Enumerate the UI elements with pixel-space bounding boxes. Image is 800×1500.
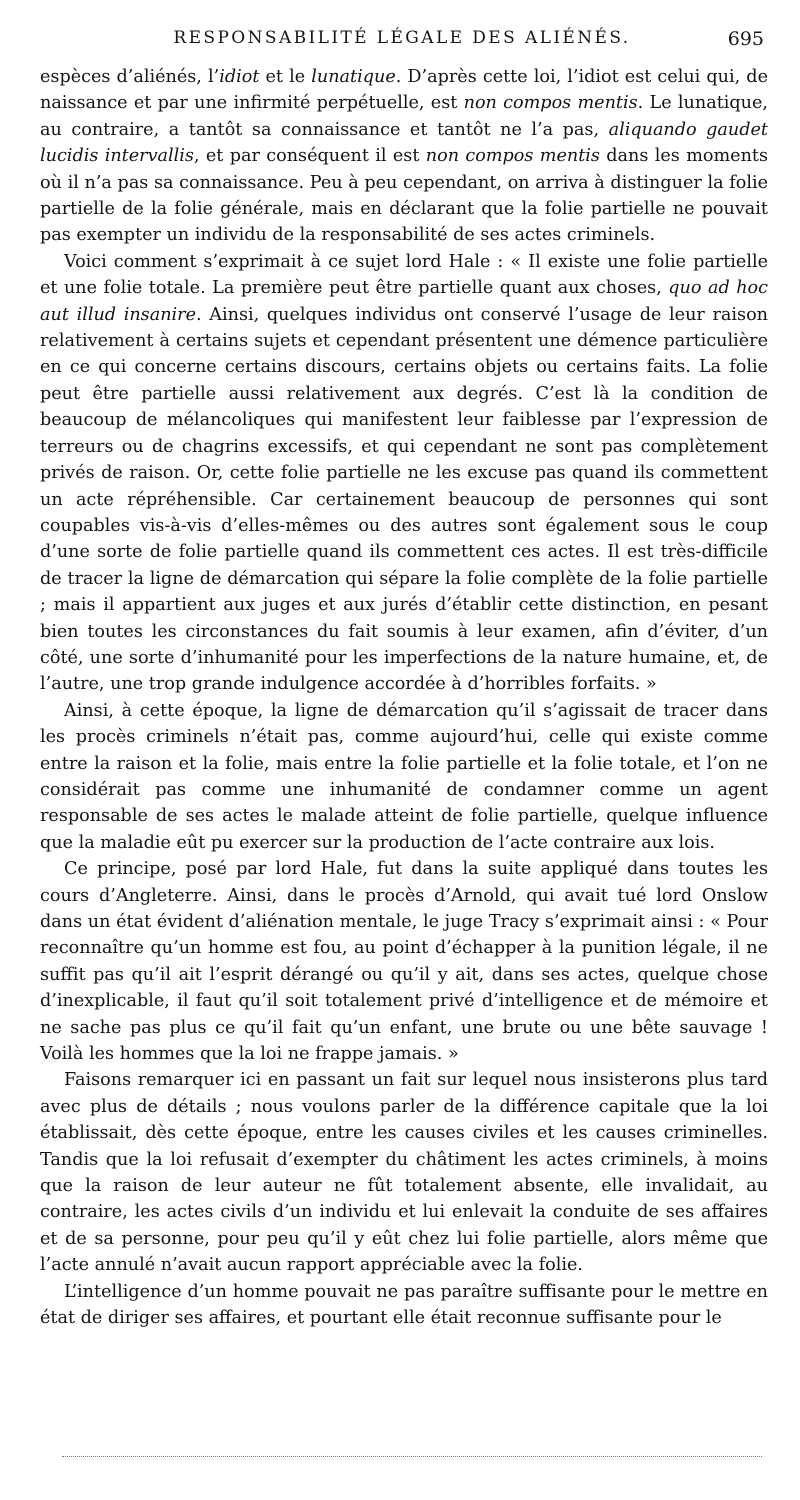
page-header [40,28,764,58]
text-run: Faisons remarquer ici en passant un fait sur lequel nous insisterons plus tard avec plus de détails ; nous voulons parler de la différence capitale que la loi établissait, dès cette époque, entre les causes civiles et les causes criminelles. Tandis que la loi refusait d’exempter du châtiment les actes criminels, à moins que la raison de leur auteur ne fût totalement absente, elle invalidait, au contraire, les actes civils d’un individu et lui enlevait la conduite de ses affaires et de sa personne, pour peu qu’il y eût chez lui folie partielle, alors même que l’acte annulé n’avait aucun rapport appréciable avec la folie. [40,1070,768,1276]
text-run: Voici comment s’exprimait à ce sujet lord Hale : « Il existe une folie partielle et une folie totale. La première peut être partielle quant aux choses, [40,251,768,299]
page-number: 695 [727,28,764,50]
paragraph [40,1067,768,1278]
text-run: dans les moments où il n’a pas sa connaissance. Peu à peu cependant, on arriva à distinguer la folie partielle de la folie générale, mais en déclarant que la folie partielle ne pouvait pas exempter un individu de la responsabilité de ses actes criminels. [40,146,769,246]
text-run: , et par conséquent il est [193,146,426,167]
text-run: L’intelligence d’un homme pouvait ne pas paraître suffisante pour le mettre en état de diriger ses affaires, et pourtant elle était reconnue suffisante pour le [40,1281,768,1329]
footer-dotted-rule [62,1456,762,1457]
italic-text: aliquando gaudet lucidis intervallis [40,119,768,167]
paragraph [40,698,768,856]
text-run: Ce principe, posé par lord Hale, fut dans la suite appliqué dans toutes les cours d’Angleterre. Ainsi, dans le procès d’Arnold, qui avait tué lord Onslow dans un état évident d’aliénation mentale, le juge Tracy s’exprimait ainsi : « Pour reconnaître qu’un homme est fou, au point d’échapper à la punition légale, il ne suffit pas qu’il ait l’esprit dérangé ou qu’il y ait, dans ses actes, quelque chose d’inexplicable, il faut qu’il soit totalement privé d’intelligence et de mémoire et ne sache pas plus ce qu’il fait qu’un enfant, une brute ou une bête sauvage ! Voilà les hommes que la loi ne frappe jamais. » [40,859,768,1065]
paragraph [40,249,768,698]
running-title: RESPONSABILITÉ LÉGALE DES ALIÉNÉS. [173,28,631,48]
paragraph [40,1279,768,1332]
text-run: . D’après cette loi, l’idiot est celui qui, de naissance et par une infirmité perpétuelle, est [40,67,768,114]
italic-text: idiot [219,67,260,87]
text-run: espèces d’aliénés, l’ [40,67,220,87]
text-run: et le [259,67,312,87]
text-run: Ainsi, à cette époque, la ligne de démarcation qu’il s’agissait de tracer dans les procès criminels n’était pas, comme aujourd’hui, celle qui existe comme entre la raison et la folie, mais entre la folie partielle et la folie totale, et l’on ne considérait pas comme une inhumanité de condamner comme un agent responsable de ses actes le malade atteint de folie partielle, quelque influence que la maladie eût pu exercer sur la production de l’acte contraire aux lois. [40,700,768,853]
italic-text: non compos mentis [425,146,600,167]
paragraph [40,856,768,1067]
italic-text: non compos mentis [463,93,638,114]
italic-text: quo ad hoc aut illud insanire [40,278,768,325]
body-text [40,64,768,1332]
text-run: . Ainsi, quelques individus ont conservé l’usage de leur raison relativement à certains sujets et cependant présentent une démence particulière en ce qui concerne certains discours, certains objets ou certains faits. La folie peut être partielle aussi relativement aux degrés. C’est là la condition de beaucoup de mélancoliques qui manifestent leur faiblesse par l’expression de terreurs ou de chagrins excessifs, et qui cependant ne sont pas complètement privés de raison. Or, cette folie partielle ne les excuse pas quand ils commettent un acte répréhensible. Car certainement beaucoup de personnes qui sont coupables vis-à-vis d’elles-mêmes ou des autres sont également sous le coup d’une sorte de folie partielle quand ils commettent ces actes. Il est très-difficile de tracer la ligne de démarcation qui sépare la folie complète de la folie partielle ; mais il appartient aux juges et aux jurés d’établir cette distinction, en pesant bien toutes les circonstances du fait soumis à leur examen, afin d’éviter, d’un côté, une sorte d’inhumanité pour les imperfections de la nature humaine, et, de l’autre, une trop grande indulgence accordée à d’horribles forfaits. » [40,304,768,695]
paragraph [40,64,768,249]
text-run: . Le lunatique, au contraire, a tantôt sa connaissance et tantôt ne l’a pas, [40,93,768,140]
italic-text: lunatique [311,67,396,87]
